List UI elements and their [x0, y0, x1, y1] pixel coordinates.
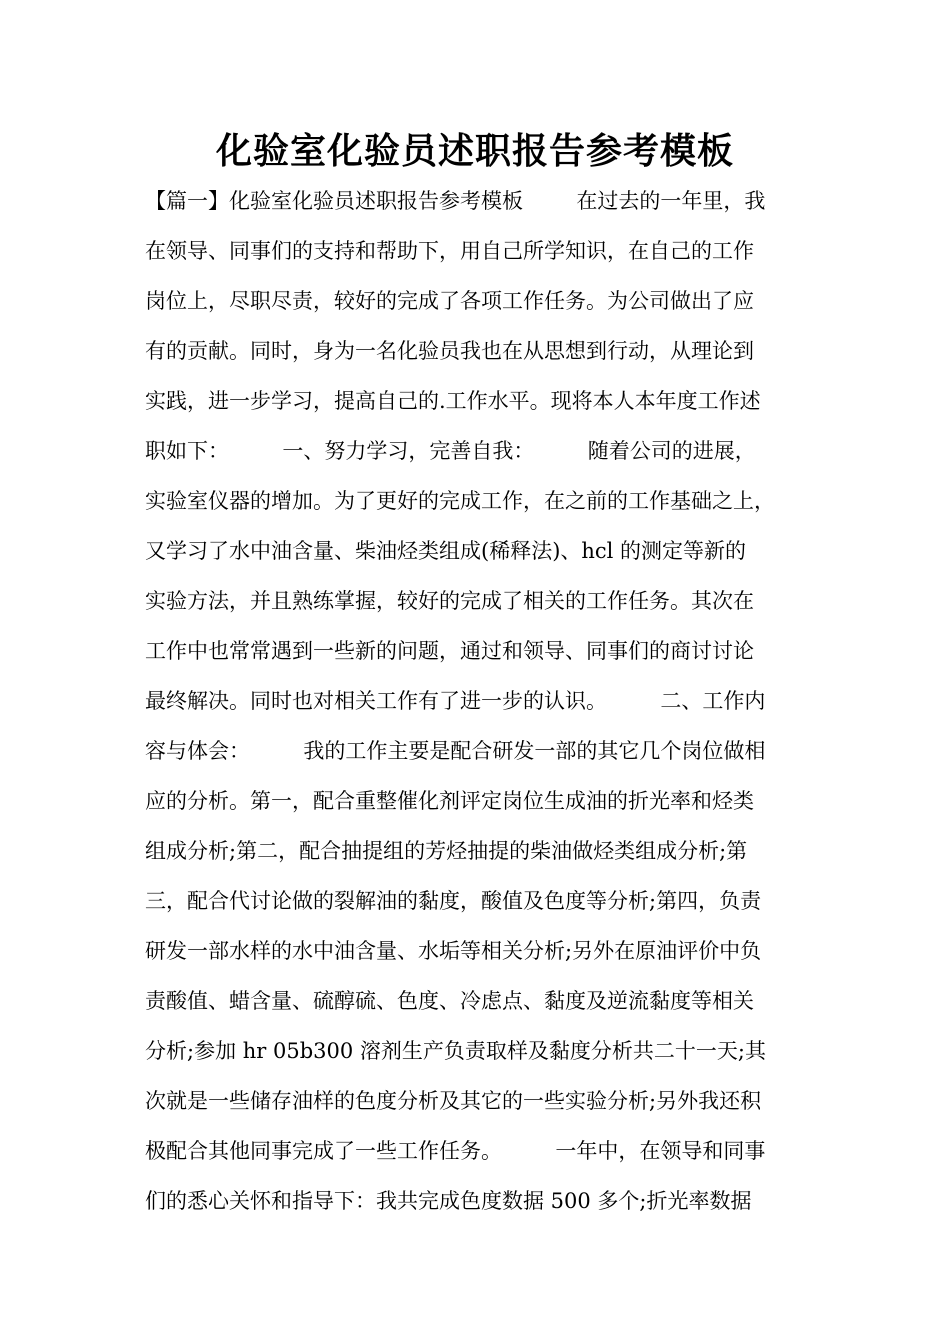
body-line: 组成分析;第二，配合抽提组的芳烃抽提的柴油做烃类组成分析;第 [145, 839, 748, 863]
body-line: 三，配合代讨论做的裂解油的黏度，酸值及色度等分析;第四，负责 [145, 889, 762, 913]
body-line: 【篇一】化验室化验员述职报告参考模板 在过去的一年里，我 [145, 189, 766, 213]
document-title: 化验室化验员述职报告参考模板 [215, 131, 734, 172]
body-line: 次就是一些储存油样的色度分析及其它的一些实验分析;另外我还积 [145, 1089, 762, 1113]
body-line: 岗位上，尽职尽责，较好的完成了各项工作任务。为公司做出了应 [145, 289, 754, 313]
body-line: 分析;参加 hr 05b300 溶剂生产负责取样及黏度分析共二十一天;其 [145, 1039, 766, 1063]
body-line: 最终解决。同时也对相关工作有了进一步的认识。 二、工作内 [145, 689, 766, 713]
document-body [145, 181, 845, 1231]
body-line: 工作中也常常遇到一些新的问题，通过和领导、同事们的商讨讨论 [145, 639, 754, 663]
body-line: 有的贡献。同时，身为一名化验员我也在从思想到行动，从理论到 [145, 339, 754, 363]
body-line: 实验方法，并且熟练掌握，较好的完成了相关的工作任务。其次在 [145, 589, 754, 613]
body-line: 实验室仪器的增加。为了更好的完成工作，在之前的工作基础之上， [145, 489, 775, 513]
body-line: 们的悉心关怀和指导下：我共完成色度数据 500 多个;折光率数据 [145, 1189, 752, 1213]
body-line: 在领导、同事们的支持和帮助下，用自己所学知识，在自己的工作 [145, 239, 754, 263]
body-line: 职如下： 一、努力学习，完善自我： 随着公司的进展， [145, 439, 756, 463]
body-line: 责酸值、蜡含量、硫醇硫、色度、冷虑点、黏度及逆流黏度等相关 [145, 989, 754, 1013]
body-line: 研发一部水样的水中油含量、水垢等相关分析;另外在原油评价中负 [145, 939, 762, 963]
body-line: 容与体会： 我的工作主要是配合研发一部的其它几个岗位做相 [145, 739, 766, 763]
body-line: 应的分析。第一，配合重整催化剂评定岗位生成油的折光率和烃类 [145, 789, 754, 813]
body-line: 实践，进一步学习，提高自己的.工作水平。现将本人本年度工作述 [145, 389, 761, 413]
body-line: 极配合其他同事完成了一些工作任务。 一年中，在领导和同事 [145, 1139, 766, 1163]
body-line: 又学习了水中油含量、柴油烃类组成(稀释法)、hcl 的测定等新的 [145, 539, 747, 563]
